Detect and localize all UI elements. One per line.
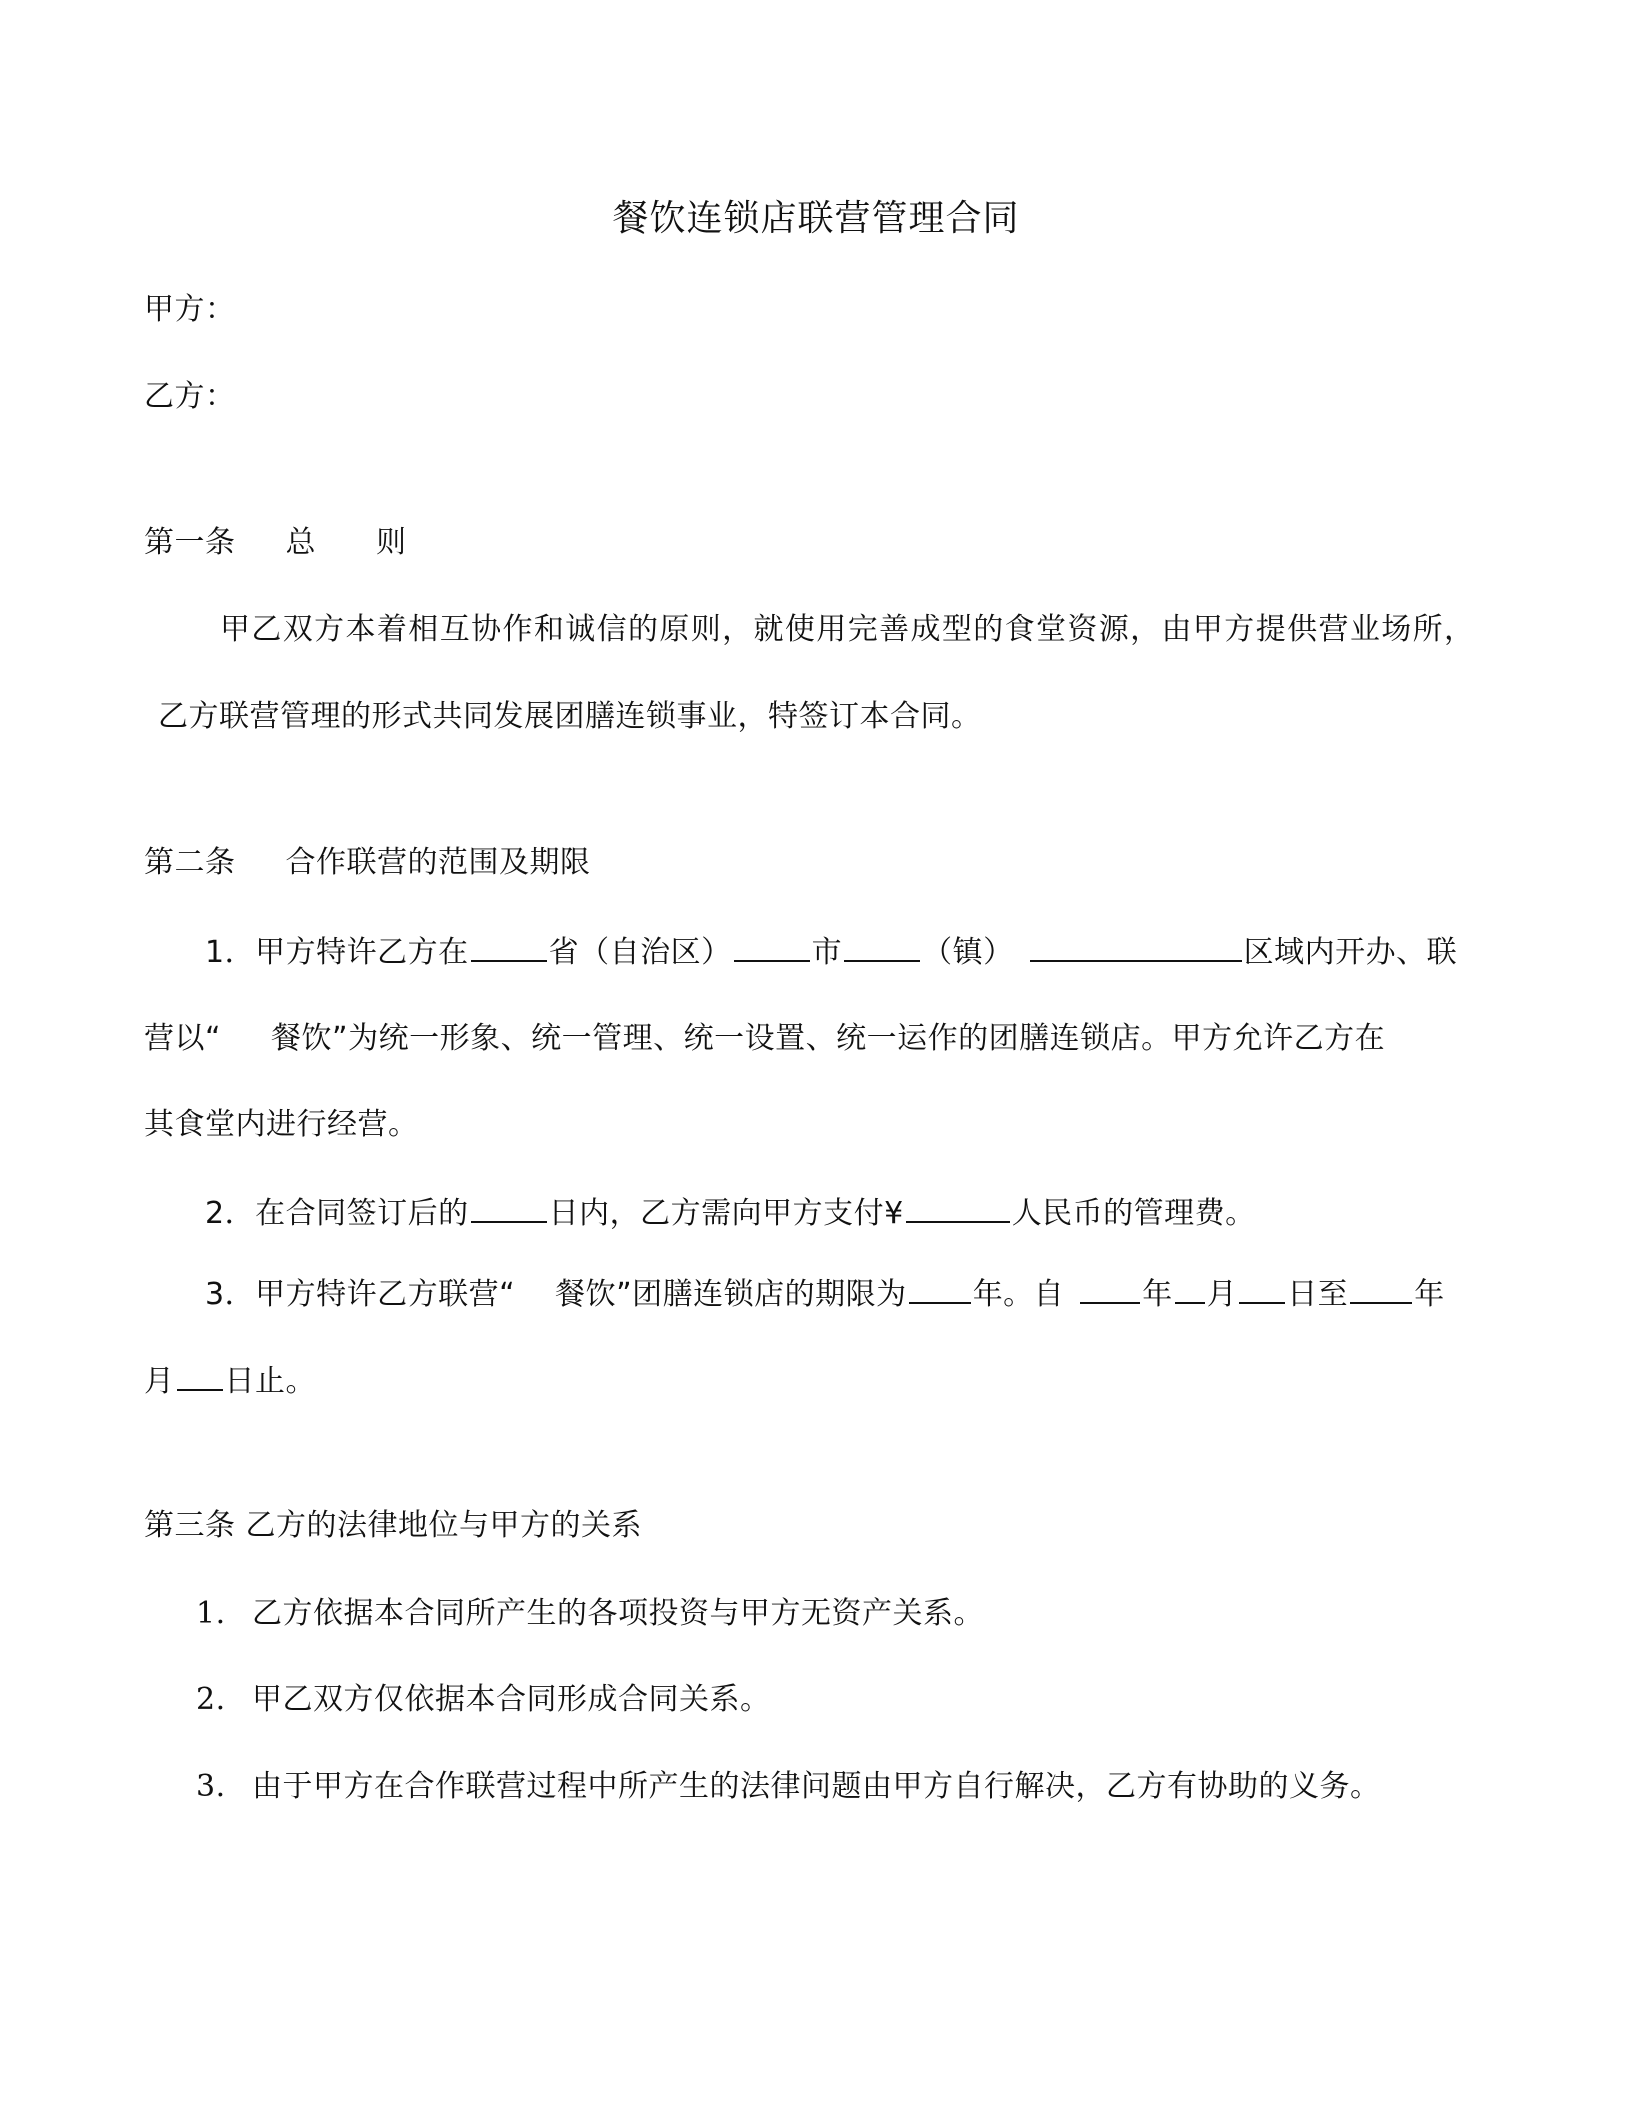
article-2-item-1-line-1: 1．甲方特许乙方在 省（自治区） 市 （镇） 区域内开办、联 [205,930,1457,975]
party-b-label: 乙方： [144,379,236,414]
article-2-item-3-line-2: 月 日止。 [144,1359,316,1404]
blank-end-year[interactable] [1350,1272,1412,1304]
document-title: 餐饮连锁店联营管理合同 [612,198,1020,239]
article-2-item-2: 2．在合同签订后的 日内，乙方需向甲方支付¥ 人民币的管理费。 [205,1191,1256,1236]
article-2-item-1-line-3: 其食堂内进行经营。 [144,1107,419,1142]
article-2-item-3-line-1: 3．甲方特许乙方联营“ 餐饮”团膳连锁店的期限为 年。自 年 月 日至 年 [205,1272,1445,1317]
blank-end-month[interactable] [177,1359,223,1391]
article-3-heading: 第三条 乙方的法律地位与甲方的关系 [144,1508,643,1543]
article-1-paragraph-line-2: 乙方联营管理的形式共同发展团膳连锁事业，特签订本合同。 [158,699,982,734]
blank-days[interactable] [471,1191,547,1223]
blank-city[interactable] [734,930,810,962]
party-a-label: 甲方： [144,292,236,327]
blank-start-year[interactable] [1080,1272,1140,1304]
article-1-heading [144,521,407,565]
article-2-number: 第二条 [144,845,236,880]
blank-management-fee[interactable] [906,1191,1010,1223]
blank-town[interactable] [844,930,920,962]
article-3-item-2: 2. 甲乙双方仅依据本合同形成合同关系。 [196,1682,771,1717]
blank-term-years[interactable] [909,1272,971,1304]
article-1-title-a: 总 [285,525,316,560]
article-3-item-3: 3. 由于甲方在合作联营过程中所产生的法律问题由甲方自行解决，乙方有协助的义务。 [196,1769,1381,1804]
blank-district[interactable] [1030,930,1242,962]
article-1-title-b: 则 [376,525,407,560]
article-2-item-1-line-2: 营以“ 餐饮”为统一形象、统一管理、统一设置、统一运作的团膳连锁店。甲方允许乙方在 [144,1021,1386,1056]
blank-province[interactable] [471,930,547,962]
article-1-number: 第一条 [144,525,236,560]
article-1-paragraph-line-1: 甲乙双方本着相互协作和诚信的原则，就使用完善成型的食堂资源，由甲方提供营业场所， [220,612,1474,647]
blank-start-day[interactable] [1239,1272,1285,1304]
article-2-title: 合作联营的范围及期限 [285,845,591,880]
article-3-item-1: 1. 乙方依据本合同所产生的各项投资与甲方无资产关系。 [196,1596,984,1631]
blank-start-month[interactable] [1175,1272,1205,1304]
article-2-heading [144,841,591,885]
